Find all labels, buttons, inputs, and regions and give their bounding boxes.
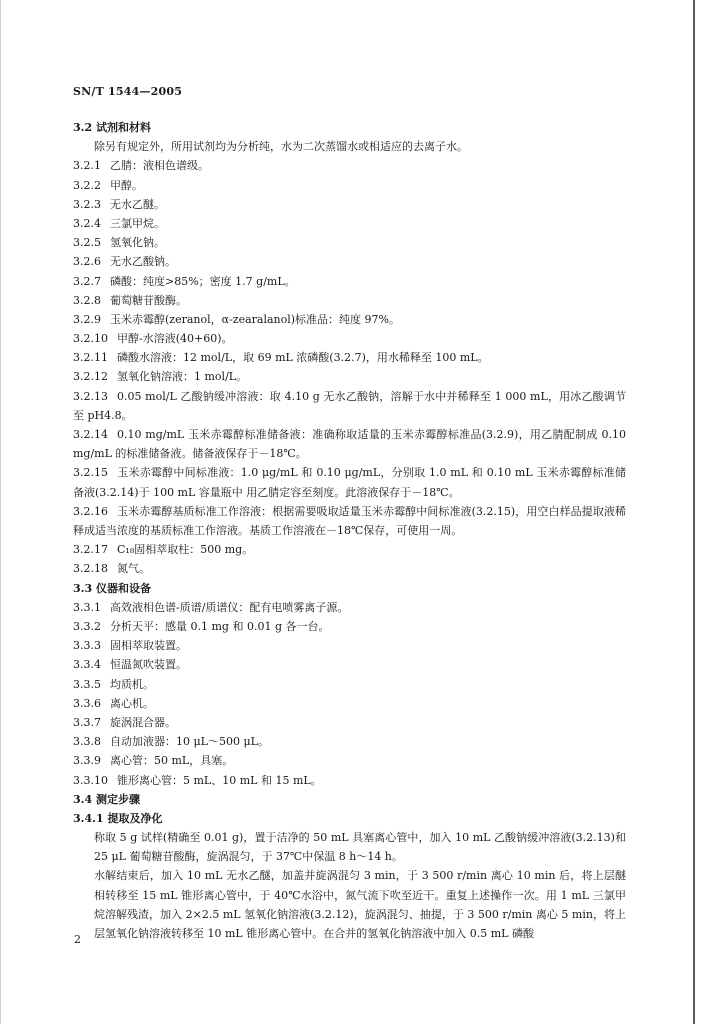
instrument-item: [73, 655, 626, 674]
item-text: 玉米赤霉醇基质标准工作溶液：根据需要吸取适量玉米赤霉醇中间标准液(3.2.15)，用空白样品提取液稀释成适当浓度的基质标准工作溶液。基质工作溶液在－18℃保存，可使用一周。: [73, 504, 626, 538]
section-3-4-1-title: 3.4.1 提取及净化: [73, 811, 163, 825]
section-3-2-title: 3.2 试剂和材料: [73, 121, 151, 134]
item-text: 甲醇-水溶液(40+60)。: [117, 332, 233, 346]
item-number: 3.2.3: [73, 197, 101, 211]
item-number: 3.2.15: [73, 466, 108, 480]
item-number: 3.3.10: [73, 773, 108, 787]
reagent-item-3-2-15: [73, 463, 626, 501]
instrument-item: [73, 675, 626, 694]
section-3-4-title: 3.4 测定步骤: [73, 792, 140, 806]
instrument-item: [73, 771, 626, 790]
item-number: 3.2.5: [73, 236, 101, 250]
item-text: 0.10 mg/mL 玉米赤霉醇标准储备液：准确称取适量的玉米赤霉醇标准品(3.2.9)，用乙腈配制成 0.10 mg/mL 的标准储备液。储备液保存于－18℃。: [73, 428, 626, 461]
item-number: 3.2.12: [73, 370, 108, 384]
reagent-item-3-2-18: [73, 559, 626, 578]
item-number: 3.2.8: [73, 293, 101, 307]
reagent-item: [73, 252, 626, 271]
item-text: 磷酸：纯度>85%；密度 1.7 g/mL。: [110, 274, 296, 288]
reagent-item: [73, 176, 626, 195]
item-text: 离心管：50 mL，具塞。: [110, 754, 234, 768]
document-body: [73, 118, 626, 943]
item-text: 无水乙醚。: [110, 197, 165, 211]
item-text: 旋涡混合器。: [110, 715, 176, 729]
reagent-item: [73, 214, 626, 233]
item-text: 乙腈：液相色谱级。: [110, 159, 209, 173]
item-text: 离心机。: [110, 696, 154, 710]
item-text: 氮气。: [117, 562, 150, 576]
reagent-item: [73, 195, 626, 214]
instrument-item: [73, 598, 626, 617]
item-text: 玉米赤霉醇中间标准液：1.0 μg/mL 和 0.10 μg/mL，分别取 1.0 mL 和 0.10 mL 玉米赤霉醇标准储备液(3.2.14)于 100 mL 容量瓶中 用乙腈定容至刻度。此溶液保存于－18℃。: [73, 466, 626, 499]
reagent-item-3-2-14: [73, 425, 626, 463]
instrument-item: [73, 617, 626, 636]
item-number: 3.2.14: [73, 428, 108, 442]
section-3-2-intro: 除另有规定外，所用试剂均为分析纯，水为二次蒸馏水或相适应的去离子水。: [94, 140, 468, 154]
instrument-item: [73, 751, 626, 770]
item-number: 3.2.13: [73, 389, 108, 403]
reagent-item-3-2-13: [73, 387, 626, 425]
item-number: 3.3.9: [73, 754, 101, 768]
page-number: 2: [74, 933, 81, 946]
scan-edge-right: [693, 0, 695, 1024]
reagent-item: [73, 291, 626, 310]
item-text: 高效液相色谱-质谱/质谱仪：配有电喷雾离子源。: [110, 600, 349, 614]
item-number: 3.2.11: [73, 351, 108, 365]
item-text: 恒温氮吹装置。: [110, 658, 187, 672]
item-text: 0.05 mol/L 乙酸钠缓冲溶液：取 4.10 g 无水乙酸钠，溶解于水中并稀释至 1 000 mL，用冰乙酸调节至 pH4.8。: [73, 389, 626, 422]
item-text: 锥形离心管：5 mL、10 mL 和 15 mL。: [117, 773, 322, 787]
item-text: 氢氧化钠溶液：1 mol/L。: [117, 370, 248, 384]
section-3-3-title: 3.3 仪器和设备: [73, 581, 151, 595]
item-number: 3.3.6: [73, 696, 101, 710]
item-text: 磷酸水溶液：12 mol/L，取 69 mL 浓磷酸(3.2.7)，用水稀释至 100 mL。: [117, 351, 489, 365]
item-number: 3.2.7: [73, 274, 101, 288]
instrument-item: [73, 694, 626, 713]
standard-code-header: SN/T 1544—2005: [73, 85, 183, 98]
item-number: 3.2.2: [73, 178, 101, 192]
item-number: 3.3.8: [73, 735, 101, 749]
item-number: 3.2.17: [73, 543, 108, 557]
item-number: 3.2.1: [73, 159, 101, 173]
item-number: 3.3.4: [73, 658, 101, 672]
item-text: 自动加液器：10 μL～500 μL。: [110, 735, 269, 749]
item-text: C₁₈固相萃取柱：500 mg。: [117, 543, 254, 557]
reagent-item: [73, 348, 626, 367]
item-text: 无水乙酸钠。: [110, 255, 176, 269]
reagent-item-3-2-16: [73, 502, 626, 540]
instrument-item: [73, 713, 626, 732]
reagent-item: [73, 272, 626, 291]
reagent-item: [73, 329, 626, 348]
reagent-item: [73, 367, 626, 386]
item-text: 均质机。: [110, 677, 154, 691]
item-number: 3.2.18: [73, 562, 108, 576]
reagent-item: [73, 156, 626, 175]
item-text: 玉米赤霉醇(zeranol，α-zearalanol)标准品：纯度 97%。: [110, 312, 401, 326]
item-text: 葡萄糖苷酸酶。: [110, 293, 187, 307]
item-text: 氢氧化钠。: [110, 236, 165, 250]
item-number: 3.2.10: [73, 332, 108, 346]
instrument-item: [73, 732, 626, 751]
reagent-item-3-2-17: [73, 540, 626, 559]
item-text: 固相萃取装置。: [110, 639, 187, 653]
paragraph-extraction-2: 水解结束后，加入 10 mL 无水乙醚，加盖并旋涡混匀 3 min，于 3 500 r/min 离心 10 min 后，将上层醚相转移至 15 mL 锥形离心管中，于 40℃水浴中，氮气流下吹至近干。重复上述操作一次。用 1 mL 三氯甲烷溶解残渣，加入 2×2.5 mL 氢氧化钠溶液(3.2.12)，旋涡混匀、抽提，于 3 500 r/min 离心 5 min，将上层氢氧化钠溶液转移至 10 mL 锥形离心管中。在合并的氢氧化钠溶液中加入 0.5 mL 磷酸: [94, 869, 626, 941]
item-number: 3.3.7: [73, 715, 101, 729]
item-number: 3.2.9: [73, 312, 101, 326]
item-number: 3.2.16: [73, 504, 108, 518]
reagent-item: [73, 310, 626, 329]
item-number: 3.3.2: [73, 620, 101, 633]
item-number: 3.3.3: [73, 639, 101, 653]
item-text: 分析天平：感量 0.1 mg 和 0.01 g 各一台。: [110, 620, 330, 633]
item-number: 3.2.4: [73, 216, 101, 230]
reagent-item: [73, 233, 626, 252]
item-number: 3.3.1: [73, 600, 101, 614]
item-text: 三氯甲烷。: [110, 216, 165, 230]
item-text: 甲醇。: [110, 178, 143, 192]
paragraph-extraction-1: 称取 5 g 试样(精确至 0.01 g)，置于洁净的 50 mL 具塞离心管中，加入 10 mL 乙酸钠缓冲溶液(3.2.13)和 25 μL 葡萄糖苷酸酶，旋涡混匀，于 37℃中保温 8 h～14 h。: [94, 831, 626, 864]
instrument-item: [73, 636, 626, 655]
item-number: 3.3.5: [73, 677, 101, 691]
item-number: 3.2.6: [73, 255, 101, 269]
scan-edge-left: [0, 0, 1, 1024]
